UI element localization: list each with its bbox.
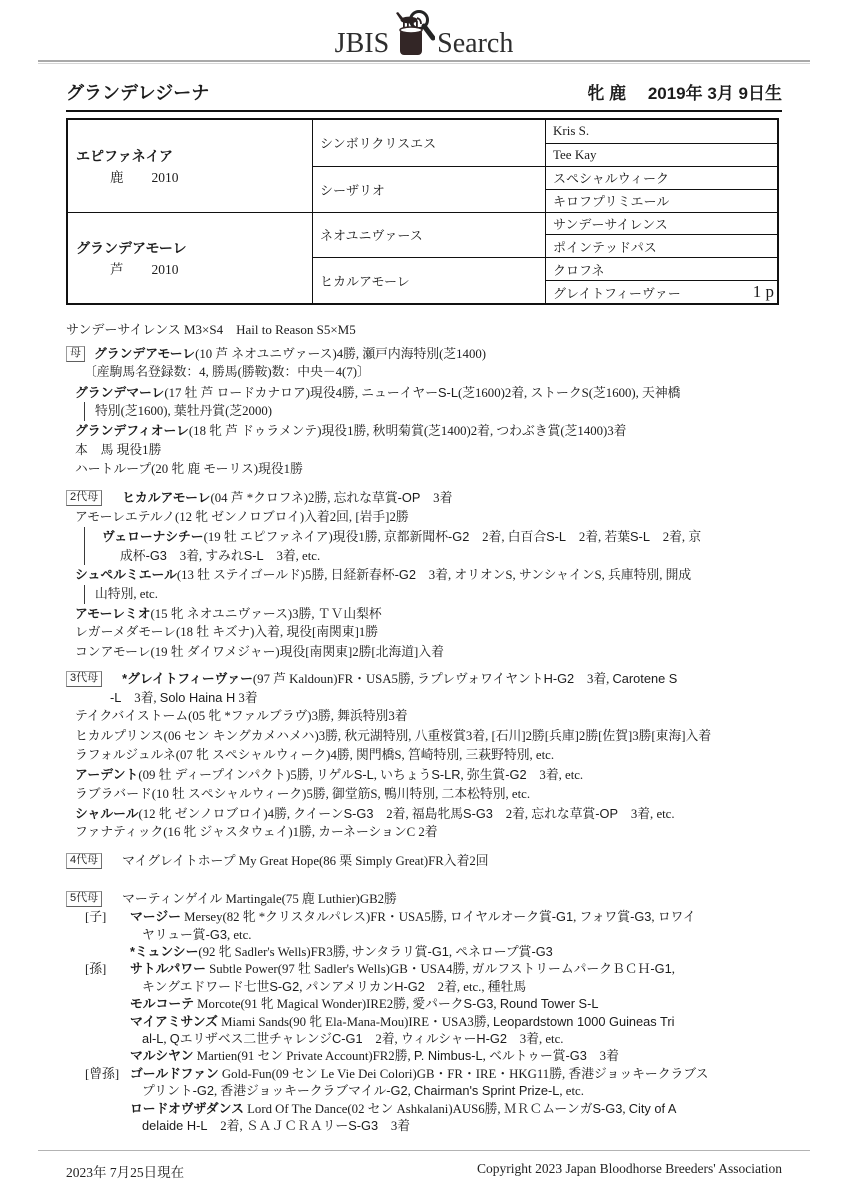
text-run: 2着, <box>362 1031 401 1046</box>
horse-name: ヒカルアモーレ <box>122 490 211 506</box>
text-run: アモーレエテルノ(12 牝 ゼンノロブロイ)入着2回, [岩手]2勝 <box>75 509 409 524</box>
family-section <box>66 852 782 871</box>
text-run: マイグレイトホープ My Great Hope(86 栗 Simply Great)FR入着2回 <box>122 853 489 868</box>
text-run: Subtle Power(97 牡 Sadler's Wells)GB・USA4勝, <box>205 962 472 977</box>
race-name: 日経新春杯-G2 <box>330 567 416 583</box>
text-run: 2着, <box>207 1118 246 1133</box>
race-name: 香港ジョッキークラブス <box>568 1065 709 1081</box>
text-run: , <box>651 910 658 925</box>
text-run: , <box>460 768 467 783</box>
race-name: フォワ賞-G3 <box>579 909 652 925</box>
pedigree-line <box>66 643 782 662</box>
race-name: 香港ジョッキークラブマイル-G2 <box>220 1083 408 1099</box>
pedigree-line <box>66 852 782 871</box>
text-run: 3着 <box>586 1049 619 1064</box>
text-run: コンアモーレ(19 牡 ダイワメジャー)現役[南関東]2勝[北海道]入着 <box>75 644 444 659</box>
pedigree-line <box>66 527 782 546</box>
generation-badge: 2代母 <box>66 490 102 506</box>
pedigree-line <box>66 344 782 363</box>
great-grandparent-name: クロフネ <box>553 262 605 278</box>
text-run: 山特別, etc. <box>95 586 158 601</box>
text-run: ヒカルプリンス(06 セン キングカメハメハ)3勝, 秋元湖特別, 八重桜賞3着, [石川]2勝[兵庫]2勝[佐賀]3勝[東海]入着 <box>75 728 712 743</box>
great-grandparent-cell <box>545 120 777 143</box>
pedigree-line <box>66 943 782 960</box>
race-name: 弥生賞-G2 <box>466 767 527 783</box>
footer <box>0 1150 848 1181</box>
pedigree-line <box>66 1065 782 1082</box>
text-run: 2着, <box>469 529 508 544</box>
horse-name: ゴールドファン <box>130 1065 219 1081</box>
text-run: 3着 <box>420 491 453 506</box>
descendant-label: [孫] <box>85 962 107 977</box>
race-name: ヤリュー賞-G3 <box>142 926 227 942</box>
text-run: (04 芦 *クロフネ)2勝, <box>210 491 334 506</box>
text-run: , etc. <box>226 927 252 942</box>
race-name: 成杯-G3 <box>120 548 167 564</box>
grandparent-cell: ヒカルアモーレ <box>312 257 545 303</box>
horse-name: *ミュンシー <box>130 944 199 960</box>
pedigree-line <box>66 363 782 382</box>
text-run: レガーメダモーレ(18 牡 キズナ)入着, 現役[南関東]1勝 <box>75 625 379 640</box>
sire-cell <box>68 120 312 212</box>
great-grandparent-cell <box>545 280 777 303</box>
text-run: Gold-Fun(09 セン Le Vie Dei Colori)GB・FR・IRE・HKG11勝, <box>218 1066 569 1081</box>
race-name: クイーンS-G3 <box>293 805 374 821</box>
text-run: 2着, etc., 種牡馬 <box>424 979 527 994</box>
great-grandparent-name: サンデーサイレンス <box>553 217 668 232</box>
race-name: ガルフストリームパークＢＣＨ-G1 <box>471 961 672 977</box>
race-name: ニューイヤーS-L <box>361 384 458 400</box>
horse-name: グランデアモーレ <box>94 346 196 362</box>
text-run: 特別(芝1600), 葉牡丹賞(芝2000) <box>95 404 273 419</box>
race-name: delaide H-L <box>142 1117 208 1133</box>
horse-name: ロードオヴザダンス <box>130 1100 244 1116</box>
text-run: , etc. <box>559 1084 584 1099</box>
pedigree-line <box>66 604 782 623</box>
text-run: 3着, オリオンS, サンシャインS, 兵庫特別, 開成 <box>415 568 692 583</box>
family-sections <box>66 344 782 1134</box>
text-run: 3着, <box>574 671 613 686</box>
great-grandparent-name: ポインテッドパス <box>553 239 657 255</box>
jbis-logo <box>0 0 848 58</box>
race-name: Solo Haina H <box>159 690 236 706</box>
pedigree-line <box>66 1117 782 1134</box>
text-run: 3着, <box>166 549 206 564</box>
horse-name-title: グランデレジーナ <box>66 83 210 103</box>
great-grandparent-cell <box>545 234 777 257</box>
great-grandparent-cell <box>545 257 777 280</box>
footer-date: 2023年 7月25日現在 <box>66 1165 185 1180</box>
text-run: ファナティック(16 牝 ジャスタウェイ)1勝, カーネーションC 2着 <box>75 825 438 840</box>
race-name: 忘れな草賞-OP <box>333 490 421 506</box>
text-run: 3着, etc. <box>526 768 584 783</box>
title-row <box>66 79 782 112</box>
race-name: 忘れな草賞-OP <box>531 805 619 821</box>
great-grandparent-name: Kris S. <box>553 123 590 139</box>
generation-badge: 母 <box>66 346 85 362</box>
text-run: 本 馬 現役1勝 <box>75 442 162 457</box>
race-name: ロイヤルオーク賞-G1 <box>449 909 574 925</box>
logo-text-jbis: JBIS <box>334 28 390 59</box>
text-run: (15 牝 ネオユニヴァース)3勝, ＴＶ山梨杯 <box>150 606 382 621</box>
dam-coat: 芦 <box>110 261 124 277</box>
race-name: Qエリザベス二世チャレンジC-G1 <box>169 1030 363 1046</box>
grandparent-cell: シーザリオ <box>312 166 545 212</box>
pedigree-line <box>66 908 782 925</box>
pedigree-line <box>66 926 782 943</box>
pedigree-line <box>66 460 782 479</box>
pedigree-line <box>66 785 782 804</box>
text-run: Martien(91 セン Private Account)FR2勝, <box>193 1049 414 1064</box>
pedigree-line <box>66 508 782 527</box>
text-run: , <box>493 997 500 1012</box>
family-section <box>66 891 782 1134</box>
race-name: ラプレヴォワイヤントH-G2 <box>417 670 575 686</box>
text-run: ラフォルジュルネ(07 牝 スペシャルウィーク)4勝, 関門橋S, 筥崎特別, 三萩野特別, etc. <box>75 748 555 763</box>
logo-text-search: Search <box>437 28 514 59</box>
pedigree-line <box>66 1013 782 1030</box>
pedigree-line <box>66 488 782 507</box>
text-run: 3着, etc. <box>506 1031 564 1046</box>
text-run: 3着, <box>121 691 160 706</box>
page-mark: 1 p <box>752 282 774 302</box>
race-name: ベルトゥー賞-G3 <box>489 1048 587 1064</box>
dam-year: 2010 <box>151 261 179 277</box>
horse-sex-coat-birthdate: 牝 鹿 2019年 3月 9日生 <box>587 84 782 103</box>
text-run: , <box>482 1049 490 1064</box>
race-name: City of A <box>628 1100 677 1116</box>
race-name: Carotene S <box>612 670 678 686</box>
pedigree-line <box>66 1100 782 1117</box>
sire-name: エピファネイア <box>76 147 174 164</box>
inbreeding-line: サンデーサイレンス M3×S4 Hail to Reason S5×M5 <box>66 322 356 338</box>
text-run: 2着, <box>492 806 532 821</box>
text-run: , <box>622 1101 629 1116</box>
pedigree-line <box>66 421 782 440</box>
race-name: プリント-G2 <box>142 1083 215 1099</box>
text-run: (97 芦 Kaldoun)FR・USA5勝, <box>252 671 418 686</box>
text-run: (18 牝 芦 ドゥラメンテ)現役1勝, 秋明菊賞(芝1400)2着, つわぶき賞(芝1400)3着 <box>188 424 627 439</box>
horse-name: アモーレミオ <box>75 605 151 621</box>
text-run: テイクバイストーム(05 牝 *ファルブラヴ)3勝, 舞浜特別3着 <box>75 709 408 724</box>
text-run: , <box>448 945 456 960</box>
great-grandparent-name: Tee Kay <box>553 146 597 162</box>
text-run: , <box>573 910 580 925</box>
pedigree-line <box>66 623 782 642</box>
horse-name: マルシヤン <box>130 1048 194 1064</box>
sire-coat-year <box>76 166 179 186</box>
horse-name: マージー <box>130 909 181 925</box>
great-grandparent-cell <box>545 189 777 212</box>
text-run: Miami Sands(90 牝 Ela-Mana-Mou)IRE・USA3勝, <box>217 1014 494 1029</box>
great-grandparent-cell <box>545 166 777 189</box>
horse-name: *グレイトフィーヴァー <box>122 670 253 686</box>
race-name: Round Tower S-L <box>499 996 599 1012</box>
text-run: 3着 <box>235 691 258 706</box>
text-run: , <box>163 1031 170 1046</box>
race-name: ウィルシャーH-G2 <box>400 1030 507 1046</box>
text-run: , <box>671 962 675 977</box>
race-name: ＭＲＣムーンガS-G3 <box>503 1100 623 1116</box>
descendant-label: [子] <box>85 910 107 925</box>
great-grandparent-name: グレイトフィーヴァー <box>553 285 681 301</box>
pedigree-line <box>66 669 782 688</box>
grandparent-cell: シンボリクリスエス <box>312 120 545 166</box>
family-section <box>66 488 782 662</box>
horse-name: シュペルミエール <box>75 567 177 583</box>
race-name: Leopardstown 1000 Guineas Tri <box>493 1013 675 1029</box>
race-name: リゲルS-L <box>315 767 374 783</box>
pedigree-line <box>66 978 782 995</box>
generation-badge: 3代母 <box>66 671 102 687</box>
generation-badge: 5代母 <box>66 891 102 907</box>
footer-rule <box>38 1150 810 1151</box>
text-run: ラブラバード(10 牡 スペシャルウィーク)5勝, 御堂筋S, 鴨川特別, 二本松特別, etc. <box>75 786 531 801</box>
pedigree-line <box>66 746 782 765</box>
race-name: パンアメリカンH-G2 <box>305 978 425 994</box>
race-name: -L <box>110 690 122 706</box>
text-run: (13 牡 ステイゴールド)5勝, <box>176 568 331 583</box>
pedigree-line <box>66 585 782 604</box>
race-name: 京都新聞杯-G2 <box>384 528 470 544</box>
race-name: 若葉S-L <box>604 528 650 544</box>
text-run: 3着, etc. <box>618 806 675 821</box>
pedigree-line <box>66 960 782 977</box>
race-name: いちょうS-LR <box>380 767 461 783</box>
generation-badge: 4代母 <box>66 853 102 869</box>
text-run: (92 牝 Sadler's Wells)FR3勝, <box>198 945 352 960</box>
pedigree-line <box>66 688 782 707</box>
great-grandparent-name: キロフプリミエール <box>553 194 670 210</box>
text-run: , <box>407 1084 415 1099</box>
horse-name: モルコーテ <box>130 996 194 1012</box>
dam-cell <box>68 212 312 304</box>
family-section <box>66 669 782 843</box>
horse-name: サトルパワー <box>130 961 206 977</box>
pedigree-line <box>66 383 782 402</box>
pedigree-line <box>66 1082 782 1099</box>
dam-name: グランデアモーレ <box>76 239 187 256</box>
race-name: キングエドワード七世S-G2 <box>142 978 300 994</box>
race-name: P. Nimbus-L <box>413 1048 483 1064</box>
sire-year: 2010 <box>151 169 179 185</box>
pedigree-line <box>66 707 782 726</box>
text-run: 〔産駒馬名登録数：4, 勝馬(勝鞍)数：中央－4(7)〕 <box>84 365 370 380</box>
race-name: すみれS-L <box>205 548 264 564</box>
horse-magnifier-icon <box>393 9 435 62</box>
text-run: 3着 <box>378 1118 411 1133</box>
horse-name: シャルール <box>75 805 139 821</box>
text-run: Mersey(82 牝 *クリスタルパレス)FR・USA5勝, <box>180 910 450 925</box>
great-grandparent-cell <box>545 212 777 235</box>
horse-name: グランデフィオーレ <box>75 423 189 439</box>
pedigree-line <box>66 402 782 421</box>
text-run: Morcote(91 牝 Magical Wonder)IRE2勝, <box>193 997 413 1012</box>
race-name: 愛パークS-G3 <box>412 996 494 1012</box>
pedigree-line <box>66 441 782 460</box>
text-run: (10 芦 ネオユニヴァース)4勝, 瀬戸内海特別(芝1400) <box>195 347 487 362</box>
pedigree-line <box>66 1030 782 1047</box>
race-name: al-L <box>142 1030 164 1046</box>
text-run: , <box>214 1084 221 1099</box>
text-run: 2着, <box>373 806 412 821</box>
race-name: ペネロープ賞-G3 <box>455 944 553 960</box>
text-run: 2着, <box>649 529 689 544</box>
descendant-label: [曾孫] <box>85 1066 120 1081</box>
horse-name: グランデマーレ <box>75 384 165 400</box>
pedigree-line <box>66 891 782 908</box>
race-name: ＳＡＪＣＲＡリーS-G3 <box>245 1117 379 1133</box>
text-run: (09 牡 ディープインパクト)5勝, <box>138 768 316 783</box>
great-grandparent-name: スペシャルウィーク <box>553 171 669 187</box>
pedigree-line <box>66 823 782 842</box>
text-run: (12 牝 ゼンノロブロイ)4勝, <box>138 806 294 821</box>
race-name: ロワイ <box>657 909 696 925</box>
text-run: 2着, <box>566 529 605 544</box>
dam-coat-year <box>76 258 179 278</box>
text-run: (17 牡 芦 ロードカナロア)現役4勝, <box>164 385 362 400</box>
text-run: ハートループ(20 牝 鹿 モーリス)現役1勝 <box>75 461 303 476</box>
race-name: 白百合S-L <box>507 528 567 544</box>
race-name: 京 <box>688 528 702 544</box>
pedigree-table <box>66 118 779 305</box>
pedigree-line <box>66 546 782 565</box>
horse-name: マイアミサンズ <box>130 1013 218 1029</box>
text-run: (芝1600)2着, ストークS(芝1600), 天神橋 <box>457 385 681 400</box>
text-run: (19 牡 エピファネイア)現役1勝, <box>203 529 384 544</box>
text-run: Lord Of The Dance(02 セン Ashkalani)AUS6勝, <box>243 1101 504 1116</box>
text-run: , <box>373 768 381 783</box>
family-section <box>66 344 782 479</box>
horse-name: ヴェローナシチー <box>102 528 204 544</box>
sire-coat: 鹿 <box>110 169 124 185</box>
grandparent-cell: ネオユニヴァース <box>312 212 545 258</box>
horse-name: アーデント <box>75 767 139 783</box>
pedigree-line <box>66 1047 782 1064</box>
race-name: Chairman's Sprint Prize-L <box>414 1083 560 1099</box>
pedigree-line <box>66 804 782 823</box>
pedigree-line <box>66 995 782 1012</box>
text-run: マーティンゲイル Martingale(75 鹿 Luthier)GB2勝 <box>122 891 397 906</box>
pedigree-line <box>66 765 782 784</box>
text-run: 3着, etc. <box>263 549 321 564</box>
footer-copyright: Copyright 2023 Japan Bloodhorse Breeders' Association <box>476 1161 782 1176</box>
pedigree-line <box>66 727 782 746</box>
great-grandparent-cell <box>545 143 777 166</box>
race-name: 福島牝馬S-G3 <box>411 805 493 821</box>
pedigree-line <box>66 565 782 584</box>
race-name: サンタラリ賞-G1 <box>351 944 449 960</box>
text-run: , <box>299 979 306 994</box>
